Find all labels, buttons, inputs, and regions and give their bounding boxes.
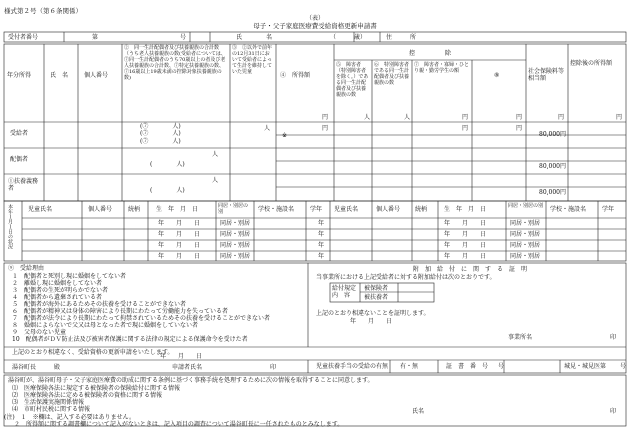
allowance-yes-no[interactable]: 有・無 [400, 363, 419, 370]
child-cohabit-header-2: 同居・別居の別 [508, 203, 544, 209]
recipient-widow-unit: 円 [462, 114, 469, 121]
form-title: 母子・父子家庭医療費受給資格更新申請書 [253, 22, 377, 30]
town-head: 湯谷町長 殿 [12, 364, 61, 371]
supporter-item-2: ( 人) [150, 187, 185, 194]
supporter-row-label: ①扶養義務者 [8, 178, 39, 192]
id-col-header: 個人番号 [84, 72, 109, 79]
child-grade-header-1: 学年 [310, 206, 323, 213]
child-cohabit-3a: 同居・別居 [220, 242, 251, 249]
deduction-header: 控 除 [408, 50, 451, 57]
address-label: 住 所 [386, 34, 417, 41]
child-date-4a: 年 月 日 [158, 253, 201, 260]
consent-lead: 湯谷町が、湯谷町母子・父子家庭医療費の助成に関する条例に基づく事務手続を処理するために次の情報を取得することに同意します。 [8, 377, 374, 384]
child-school-header-2: 学校・施設名 [550, 206, 587, 213]
post-deduction-col-header: 控除後の所得額 [570, 60, 613, 67]
recipient-item-2: (⑦ 人) [140, 130, 181, 137]
child-cohabit-2a: 同居・別居 [220, 231, 251, 238]
child-year-1a: 年 [318, 220, 325, 227]
child-cohabit-4b: 同居・別居 [510, 253, 541, 260]
recipient-widow-unit-2: 円 [462, 125, 469, 132]
child-date-3a: 年 月 日 [158, 242, 201, 249]
recipient-disabled-unit: 人 [364, 114, 371, 121]
child-date-1b: 年 月 日 [444, 220, 487, 227]
applicant-name-input[interactable] [270, 33, 330, 41]
applicant-name-sign: 申請者氏名 [172, 364, 203, 371]
recipient-income-unit-2: 円 [322, 125, 329, 132]
child-cohabit-header-1: 同居・別居の別 [218, 203, 249, 215]
table-marker: （表） [305, 15, 324, 22]
reason-item: ４ 配偶者から遺棄されている者 [12, 294, 103, 301]
income-col-header: ④ 所得額 [280, 72, 311, 79]
dai-label: 第 [92, 34, 99, 41]
disabled-col-header: ⑤ 障害者（特別障害者を除く。）である同一生計配偶者及び扶養親族の数 [336, 62, 369, 98]
benefit-rule-label: 給付規定内 容 [332, 285, 357, 299]
declaration-date: 年 月 日 [160, 353, 203, 360]
applicant-number-input[interactable] [100, 33, 178, 41]
child-id-header-1: 個人番号 [88, 206, 113, 213]
note-mark: ※ [282, 132, 288, 139]
consent-item: ⑷ 市町村民税に関する情報 [12, 406, 91, 413]
recipient-income-unit: 円 [322, 114, 329, 121]
child-id-header-2: 個人番号 [376, 206, 401, 213]
recipient-ins-unit: 円 [558, 114, 565, 121]
reason-item: ３ 配偶者の生死が明らかでない者 [12, 287, 109, 294]
child-cohabit-1a: 同居・別居 [220, 220, 251, 227]
child-date-3b: 年 月 日 [444, 242, 487, 249]
applicant-name-label: 氏 名 [236, 34, 273, 41]
note-1: (注) １ ※欄は、記入する必要はありません。 [4, 414, 136, 421]
child-year-2a: 年 [318, 231, 325, 238]
dependent-input[interactable] [400, 293, 433, 300]
col8-header: ⑧ [494, 72, 500, 79]
recipient-item-1: (⑦ 人) [140, 123, 181, 130]
child-date-2a: 年 月 日 [158, 231, 201, 238]
reason-item: ９ 父母のない児童 [12, 329, 67, 336]
child-allowance-label: 児童扶養手当の受給の有無 [316, 363, 389, 370]
child-relation-header-2: 続柄 [415, 206, 428, 213]
consent-name-label: 氏名 [412, 408, 425, 415]
widow-col-header: ⑦ 障害者・寡婦・ひとり親・勤労学生の額 [414, 62, 470, 74]
applicant-number-label: 受付者番号 [8, 34, 39, 41]
children-col-header: ③ ②以外で前年の12月31日において受給者によって生計を維持していた児童 [232, 45, 273, 75]
spouse-item-1: 人 [212, 151, 219, 158]
certify-date: 年 月 日 [350, 318, 393, 325]
form-number-label: 様式第２号（第６条関係） [4, 7, 82, 15]
insured-input[interactable] [400, 284, 433, 291]
name-col-header: 氏 名 [50, 72, 69, 79]
address-input[interactable] [420, 33, 620, 41]
recipient-children-unit: 人 [264, 125, 271, 132]
recipient-item-3: (⑦ 人) [140, 138, 181, 145]
insurance-col-header: 社会保険料等相当額 [528, 68, 565, 82]
recipient-post-unit: 円 [616, 114, 623, 121]
go-label: 号 [180, 34, 187, 41]
spouse-row-label: 配偶者 [10, 156, 29, 163]
certify-text: 上記のとおり相違ないことを証明します。 [316, 310, 430, 317]
office-name-label: 事業所名 [508, 334, 533, 341]
child-cohabit-4a: 同居・別居 [220, 253, 251, 260]
office-seal: 印 [610, 334, 617, 341]
child-relation-header-1: 続柄 [128, 206, 141, 213]
consent-item: ⑶ 生活保護実施関係情報 [12, 399, 85, 406]
reason-item: ７ 配偶者が法令により長期にわたって拘禁されているためその扶養を受けることができない者 [12, 315, 271, 322]
spouse-item-2: ( 人) [150, 161, 185, 168]
recipient-insurance-amount: 80,000円 [539, 131, 566, 138]
child-grade-header-2: 学年 [602, 206, 615, 213]
reason-item: ２ 離婚し現に婚姻をしてない者 [12, 280, 103, 287]
child-year-4a: 年 [318, 253, 325, 260]
children-side-label: 本年１月１日の状況 [7, 204, 13, 249]
age-field: （ 歳） [330, 34, 367, 41]
child-cohabit-2b: 同居・別居 [510, 231, 541, 238]
dependents-col-header: ② 同一生計配偶者及び扶養親族の合計数（うち老人扶養親族の数(受給者については、⑦同一生計配偶者のうち70歳以上の者及び老人扶養親族の合計数、⑦特定扶養親族の数、⑦16歳以上19歳未満の控除対象扶養親族の数) [124, 45, 226, 81]
supporter-item-1: 人 [212, 177, 219, 184]
child-year-3a: 年 [318, 242, 325, 249]
recipient-row-label: 受給者 [10, 130, 29, 137]
reason-item: 10 配偶者がＤＶ防止法及び被害者保護に関する法律の規定による保護命令を受けた者 [12, 336, 248, 343]
child-birth-header-1: 生 年 月 日 [156, 206, 199, 213]
consent-item: ⑴ 医療保険各法に規定する被保険者の保険給付に関する情報 [12, 385, 181, 392]
reason-item: ６ 配偶者が精神又は身体の障害により長期にわたって労働能力を失っている者 [12, 308, 229, 315]
certificate-number-suffix: 号 [498, 363, 505, 370]
child-cohabit-3b: 同居・別居 [510, 242, 541, 249]
reason-item: ８ 婚姻によらないで父又は母となった者で現に婚姻をしていない者 [12, 322, 199, 329]
recipient-col8-unit: 円 [516, 114, 523, 121]
year-income-label: 年分所得 [7, 72, 32, 79]
declaration-text: 上記のとおり相違なく、受給資格の更新申請をいたします。 [12, 349, 174, 356]
reasons-title: ⑨ 受給理由 [8, 265, 45, 272]
child-birth-header-2: 生 年 月 日 [444, 206, 487, 213]
child-school-header-1: 学校・施設名 [258, 206, 295, 213]
medical-cert-label: 城見・城見医第 [564, 363, 607, 370]
consent-item: ⑵ 医療保険各法に定める被保険者の資格に関する情報 [12, 392, 163, 399]
attached-desc: 当事業所における上記受給者に対する附加給付は次のとおりです。 [316, 274, 496, 281]
child-date-1a: 年 月 日 [158, 220, 201, 227]
applicant-seal: 印 [270, 364, 277, 371]
spouse-insurance-amount: 80,000円 [539, 163, 566, 170]
recipient-col8-unit-2: 円 [516, 125, 523, 132]
child-date-2b: 年 月 日 [444, 231, 487, 238]
recipient-special-unit: 人 [404, 114, 411, 121]
reason-item: ５ 配偶者が海外にあるためその扶養を受けることができない者 [12, 301, 187, 308]
attached-title: 附 加 給 付 に 関 す る 証 明 [412, 266, 527, 273]
reason-item: １ 配偶者と死別し現に婚姻をしてない者 [12, 273, 127, 280]
certificate-number-label: 証 書 番 号 [446, 363, 489, 370]
child-name-header-1: 児童氏名 [28, 206, 53, 213]
child-name-header-2: 児童氏名 [334, 206, 359, 213]
consent-seal: 印 [610, 408, 617, 415]
note-2: ２ 所得額に関する調書欄について記入がないときは、記入項目の調査について湯谷町長に一任されたものとみなします。 [14, 421, 344, 428]
insured-label: 被保険者 [364, 285, 389, 292]
child-date-4b: 年 月 日 [444, 253, 487, 260]
child-cohabit-1b: 同居・別居 [510, 220, 541, 227]
supporter-insurance-amount: 80,000円 [539, 189, 566, 196]
dependent-label: 被扶養者 [364, 294, 389, 301]
special-disabled-col-header: ⑥ 特別障害者である同一生計配偶者及び扶養親族の数 [374, 62, 410, 86]
medical-cert-suffix: 号 [620, 363, 627, 370]
